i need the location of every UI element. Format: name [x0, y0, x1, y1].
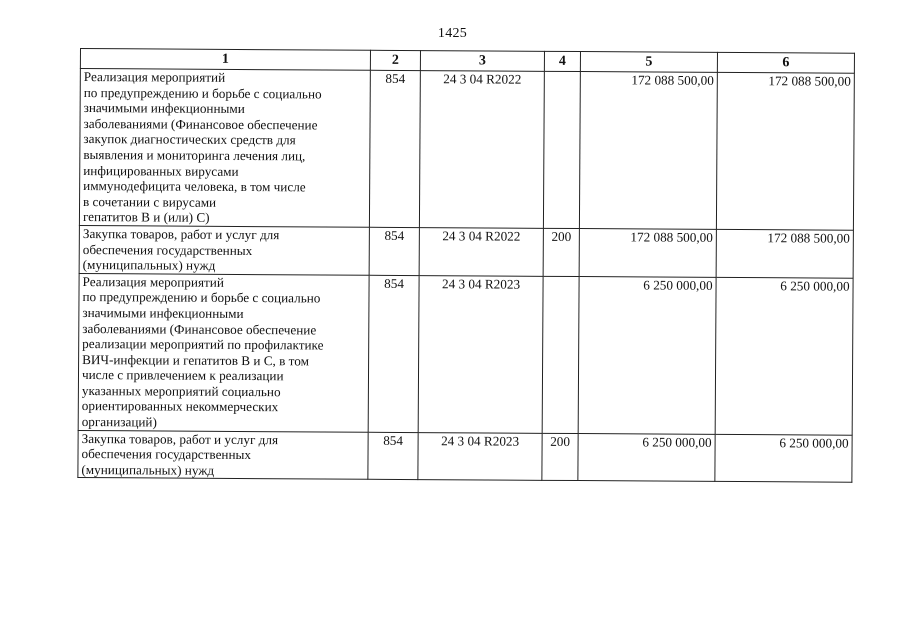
expense-type-cell	[542, 276, 579, 433]
header-col-4: 4	[544, 51, 580, 71]
table-row	[79, 225, 853, 278]
amount-cell-6: 172 088 500,00	[716, 72, 854, 230]
target-article-cell: 24 3 04 R2023	[418, 275, 543, 433]
ministry-code-cell: 854	[368, 275, 419, 432]
budget-table	[77, 48, 855, 483]
row-name-cell: Реализация мероприятий по предупреждению и борьбе с социально значимыми инфекционными заболеваниями (Финансовое обеспечение реализации мероприятий по профилактике ВИЧ-инфекции и гепатитов В и С, в том числе с привлечением к реализации указанных мероприятий социально ориентированных некоммерческих организаций)	[78, 273, 369, 432]
amount-cell-6: 172 088 500,00	[716, 229, 853, 278]
header-col-3: 3	[420, 51, 544, 72]
table-row	[78, 273, 853, 435]
expense-type-cell: 200	[543, 228, 579, 276]
amount-cell-5: 6 250 000,00	[578, 433, 715, 482]
row-name-cell: Реализация мероприятий по предупреждению и борьбе с социально значимыми инфекционными заболеваниями (Финансовое обеспечение закупок диагностических средств для выявления и мониторинга лечения лиц, инфицированных вирусами иммунодефицита человека, в том числе в сочетании с вирусами гепатитов В и (или) С)	[79, 69, 370, 228]
header-col-1: 1	[80, 49, 370, 71]
header-col-6: 6	[717, 52, 854, 73]
row-name-cell: Закупка товаров, работ и услуг для обеспечения государственных (муниципальных) нужд	[79, 225, 369, 275]
ministry-code-cell: 854	[369, 70, 420, 227]
target-article-cell: 24 3 04 R2023	[418, 432, 542, 481]
amount-cell-5: 172 088 500,00	[579, 228, 716, 277]
amount-cell-5: 172 088 500,00	[579, 72, 717, 230]
expense-type-cell	[543, 71, 580, 228]
expense-type-cell: 200	[542, 433, 578, 481]
header-col-2: 2	[370, 50, 420, 70]
row-name-cell: Закупка товаров, работ и услуг для обеспечения государственных (муниципальных) нужд	[78, 430, 368, 480]
amount-cell-5: 6 250 000,00	[578, 276, 716, 434]
amount-cell-6: 6 250 000,00	[715, 434, 852, 483]
ministry-code-cell: 854	[369, 227, 419, 275]
amount-cell-6: 6 250 000,00	[715, 277, 853, 435]
target-article-cell: 24 3 04 R2022	[419, 71, 544, 229]
target-article-cell: 24 3 04 R2022	[419, 228, 543, 277]
header-col-5: 5	[580, 52, 717, 73]
table-row	[78, 430, 852, 483]
page-number: 1425	[437, 26, 468, 41]
table-row	[79, 69, 854, 231]
ministry-code-cell: 854	[368, 432, 418, 480]
